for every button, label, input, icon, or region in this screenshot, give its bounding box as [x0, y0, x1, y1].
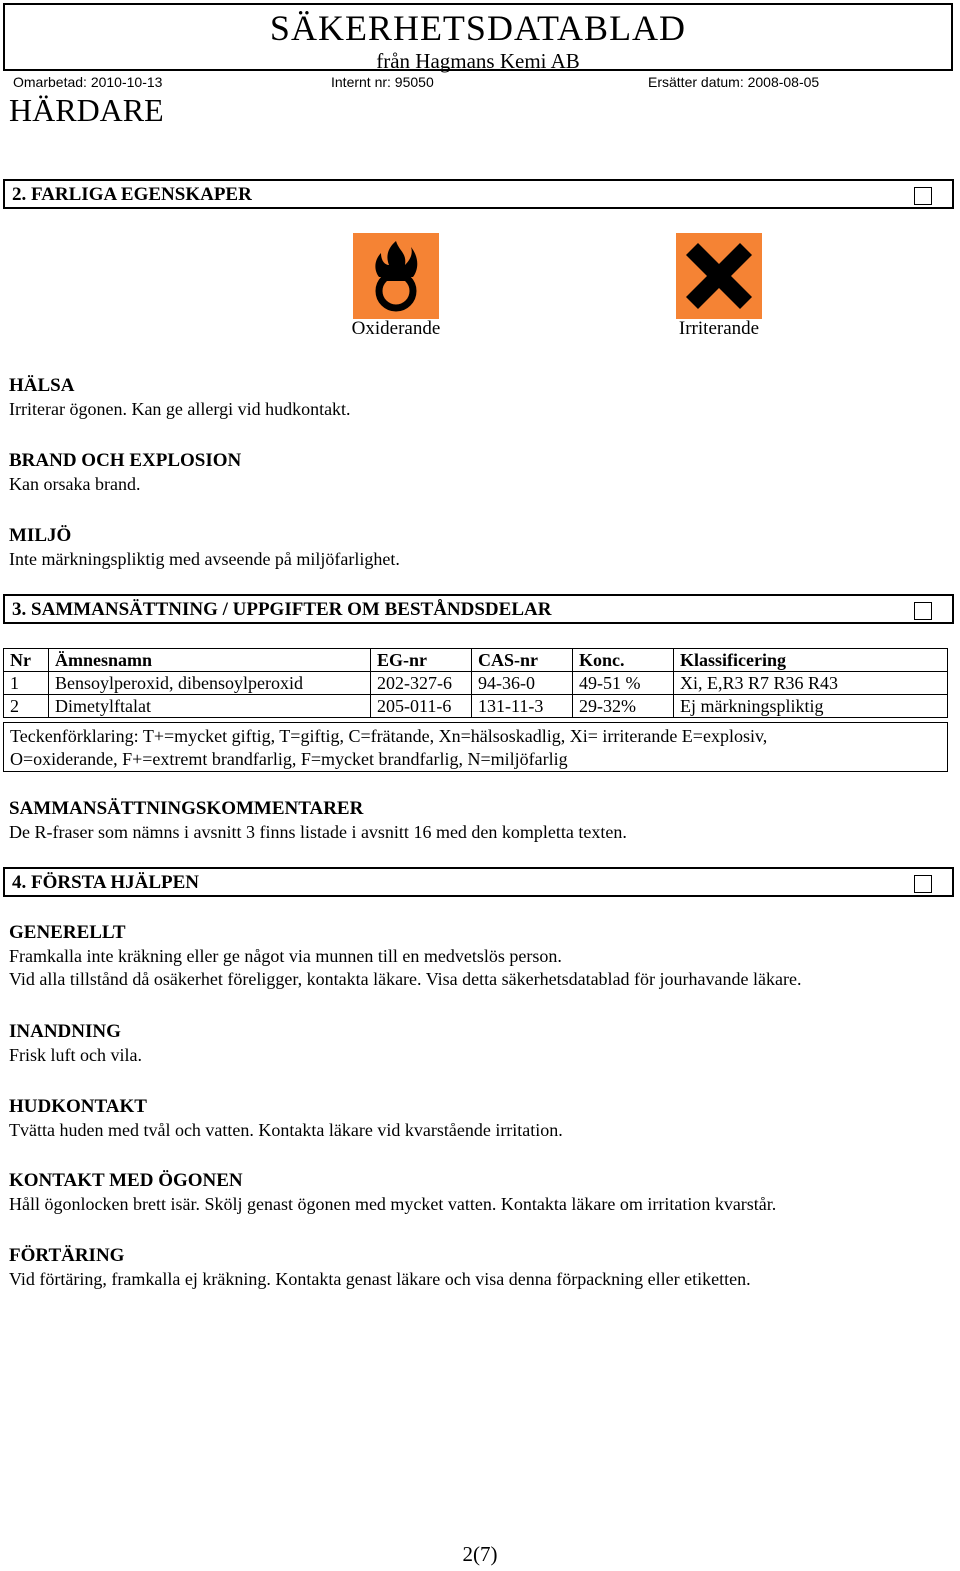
column-header: Ämnesnamn	[49, 649, 371, 672]
general-text-1: Framkalla inte kräkning eller ge något via munnen till en medvetslös person.	[9, 946, 562, 966]
environment-heading: MILJÖ	[9, 525, 72, 546]
section-2-checkbox[interactable]	[914, 187, 932, 205]
page-number: 2(7)	[462, 1542, 498, 1566]
column-header: Nr	[4, 649, 49, 672]
general-text-2: Vid alla tillstånd då osäkerhet föreligger, kontakta läkare. Visa detta säkerhetsdatablad för jourhavande läkare.	[9, 969, 802, 989]
title-box	[3, 3, 953, 71]
eye-contact-heading: KONTAKT MED ÖGONEN	[9, 1170, 243, 1191]
pictogram-label-oxidizing: Oxiderande	[351, 318, 441, 339]
document-subtitle: från Hagmans Kemi AB	[376, 49, 580, 73]
table-cell: 205-011-6	[371, 695, 472, 718]
table-cell: 1	[4, 672, 49, 695]
section-4-title: 4. FÖRSTA HJÄLPEN	[12, 872, 200, 893]
column-header: Konc.	[573, 649, 674, 672]
inhalation-text: Frisk luft och vila.	[9, 1045, 142, 1065]
environment-text: Inte märkningspliktig med avseende på miljöfarlighet.	[9, 549, 400, 569]
flame-over-circle-icon	[353, 233, 439, 319]
product-name: HÄRDARE	[9, 92, 164, 128]
table-cell: 131-11-3	[472, 695, 573, 718]
table-cell: Bensoylperoxid, dibensoylperoxid	[49, 672, 371, 695]
pictogram-label-irritant: Irriterande	[678, 318, 760, 339]
fire-heading: BRAND OCH EXPLOSION	[9, 450, 242, 471]
internal-number: Internt nr: 95050	[331, 74, 434, 90]
classification-legend	[3, 722, 948, 772]
section-3-checkbox[interactable]	[914, 602, 932, 620]
section-2-title: 2. FARLIGA EGENSKAPER	[12, 184, 252, 205]
legend-line-2: O=oxiderande, F+=extremt brandfarlig, F=mycket brandfarlig, N=miljöfarlig	[10, 749, 568, 769]
composition-comments-heading: SAMMANSÄTTNINGSKOMMENTARER	[9, 798, 364, 819]
table-cell: Ej märkningspliktig	[674, 695, 948, 718]
ingestion-text: Vid förtäring, framkalla ej kräkning. Kontakta genast läkare och visa denna förpackning eller etiketten.	[9, 1269, 751, 1289]
table-cell: 202-327-6	[371, 672, 472, 695]
composition-comments-text: De R-fraser som nämns i avsnitt 3 finns listade i avsnitt 16 med den kompletta texten.	[9, 822, 627, 842]
table-cell: Xi, E,R3 R7 R36 R43	[674, 672, 948, 695]
skin-contact-text: Tvätta huden med tvål och vatten. Kontakta läkare vid kvarstående irritation.	[9, 1120, 563, 1140]
table-row	[4, 672, 948, 695]
general-heading: GENERELLT	[9, 922, 126, 943]
column-header: EG-nr	[371, 649, 472, 672]
x-cross-icon	[676, 233, 762, 319]
document-title: SÄKERHETSDATABLAD	[269, 8, 687, 48]
table-cell: 49-51 %	[573, 672, 674, 695]
inhalation-heading: INANDNING	[9, 1021, 121, 1042]
fire-text: Kan orsaka brand.	[9, 474, 141, 494]
skin-contact-heading: HUDKONTAKT	[9, 1096, 147, 1117]
column-header: CAS-nr	[472, 649, 573, 672]
section-4-checkbox[interactable]	[914, 875, 932, 893]
section-3-bar	[3, 594, 954, 624]
table-cell: Dimetylftalat	[49, 695, 371, 718]
health-text: Irriterar ögonen. Kan ge allergi vid hudkontakt.	[9, 399, 351, 419]
section-2-bar	[3, 179, 954, 209]
composition-table	[3, 648, 948, 718]
health-heading: HÄLSA	[9, 375, 75, 396]
ingestion-heading: FÖRTÄRING	[9, 1245, 125, 1266]
table-header-row	[4, 649, 948, 672]
section-3-title: 3. SAMMANSÄTTNING / UPPGIFTER OM BESTÅNDSDELAR	[12, 599, 552, 620]
table-cell: 29-32%	[573, 695, 674, 718]
legend-line-1: Teckenförklaring: T+=mycket giftig, T=giftig, C=frätande, Xn=hälsoskadlig, Xi= irriterande E=explosiv,	[10, 726, 768, 746]
revised-date: Omarbetad: 2010-10-13	[13, 74, 163, 90]
table-cell: 2	[4, 695, 49, 718]
table-row	[4, 695, 948, 718]
replaces-date: Ersätter datum: 2008-08-05	[648, 74, 820, 90]
column-header: Klassificering	[674, 649, 948, 672]
eye-contact-text: Håll ögonlocken brett isär. Skölj genast ögonen med mycket vatten. Kontakta läkare om irritation kvarstår.	[9, 1194, 777, 1214]
table-cell: 94-36-0	[472, 672, 573, 695]
section-4-bar	[3, 867, 954, 897]
